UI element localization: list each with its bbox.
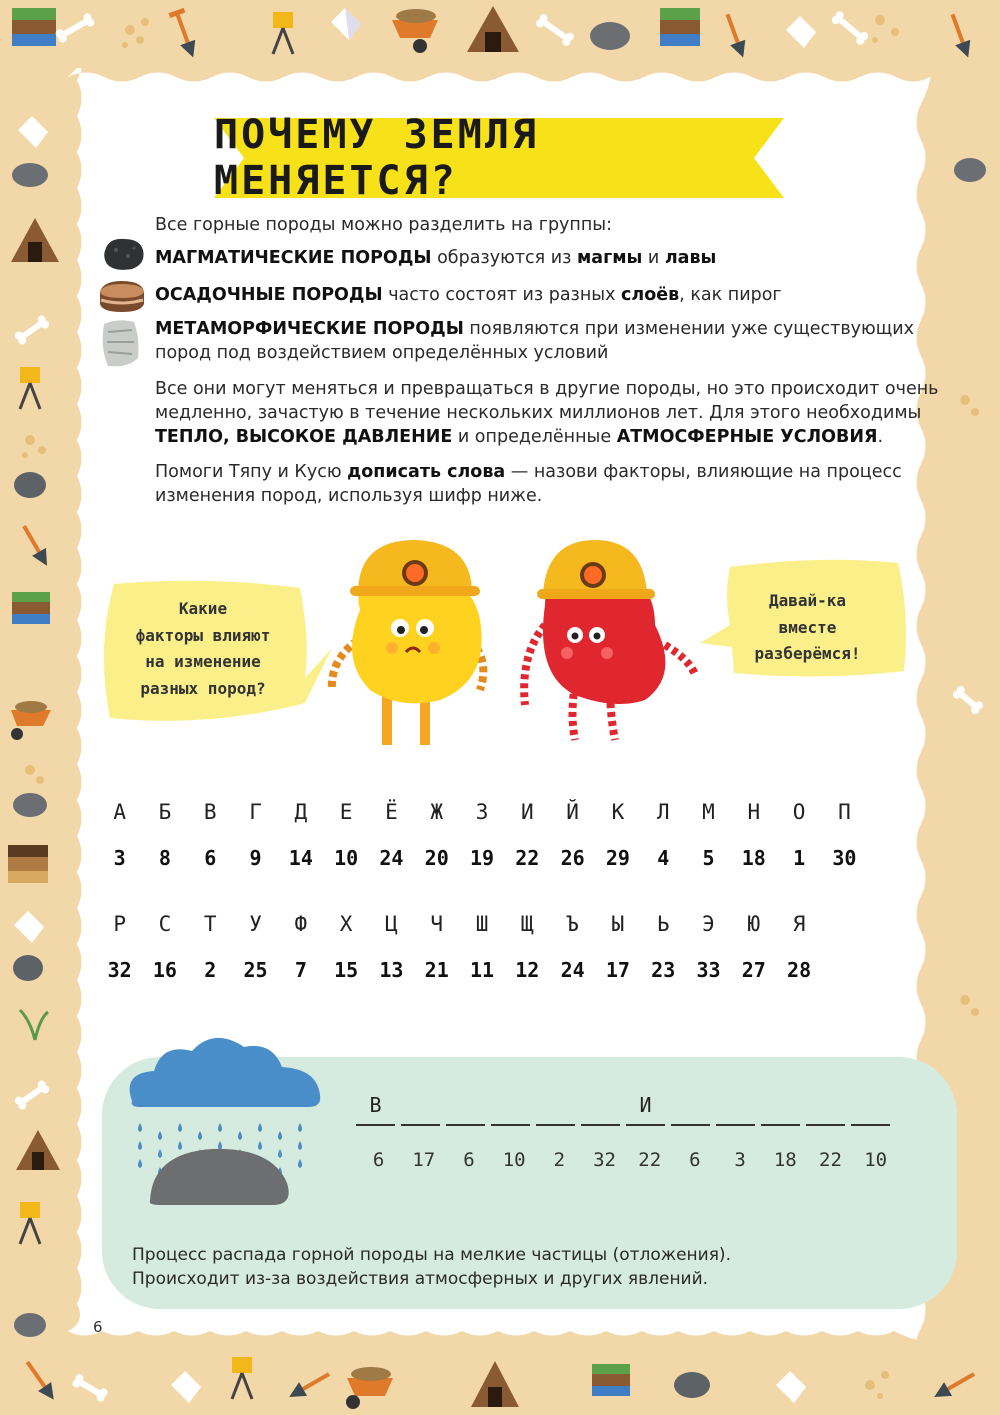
answer-slots — [356, 1090, 896, 1126]
stone-icon — [12, 163, 48, 187]
page-number: 6 — [93, 1318, 103, 1336]
cipher-number: 32 — [107, 958, 132, 982]
stone-icon — [954, 158, 986, 182]
shovel-icon — [930, 1367, 978, 1404]
cipher-number: 6 — [204, 846, 217, 870]
cipher-letter: Б — [158, 800, 172, 824]
sand-dots-icon — [960, 395, 979, 416]
cipher-letters-row-1 — [97, 800, 877, 824]
bone-icon — [535, 13, 576, 47]
cipher-letter: Ь — [656, 912, 670, 936]
cipher-number: 21 — [424, 958, 449, 982]
mine-icon — [16, 1130, 60, 1170]
cipher-number: 13 — [379, 958, 404, 982]
cipher-letter: Ц — [385, 912, 398, 936]
shovel-icon — [21, 1357, 60, 1404]
cipher-number: 20 — [424, 846, 449, 870]
sedimentary-rock-icon — [97, 278, 147, 314]
cipher-letter: И — [520, 800, 534, 824]
metamorphic-description: МЕТАМОРФИЧЕСКИЕ ПОРОДЫ появляются при изменении уже существующих пород под воздействием определённых условий — [155, 319, 914, 363]
soil-layers-icon — [12, 592, 50, 624]
rock-change-paragraph: Все они могут меняться и превращаться в другие породы, но это происходит очень медленно, зачастую в течение нескольких миллионов лет. Для этого необходимы ТЕПЛО, ВЫСОКОЕ ДАВЛЕНИЕ и определённые АТМОСФЕРНЫЕ УСЛОВИЯ. — [155, 379, 939, 447]
kus-red-character — [515, 535, 715, 745]
crystal-icon — [171, 1371, 201, 1403]
cipher-number: 17 — [605, 958, 630, 982]
shovel-icon — [945, 12, 976, 61]
answer-slot[interactable] — [581, 1090, 620, 1126]
rain-drop — [138, 1159, 142, 1168]
rain-cloud-icon — [122, 1033, 327, 1213]
cipher-letter: Г — [249, 800, 262, 824]
answer-code: 32 — [593, 1149, 616, 1171]
cipher-number: 2 — [204, 958, 217, 982]
cipher-letter: С — [158, 912, 172, 936]
crystal-icon — [786, 16, 816, 48]
cipher-letter: Ж — [430, 800, 444, 824]
soil-layers-icon — [8, 845, 48, 883]
rain-drop — [218, 1123, 222, 1132]
answer-code: 2 — [553, 1149, 566, 1171]
bone-icon — [13, 314, 51, 346]
cipher-letter: Д — [294, 800, 308, 824]
bone-icon — [13, 1079, 51, 1111]
rain-drop — [278, 1131, 282, 1140]
theodolite-icon — [232, 1357, 252, 1399]
crystal-icon — [331, 8, 361, 40]
cipher-letter: Й — [566, 800, 579, 824]
wheelbarrow-icon — [346, 1367, 393, 1409]
cipher-letter: Ю — [747, 912, 761, 936]
answer-code: 10 — [502, 1149, 526, 1171]
cipher-letter: К — [611, 800, 625, 824]
shovel-icon — [285, 1367, 333, 1404]
cipher-number: 15 — [334, 958, 359, 982]
sand-dots-icon — [960, 995, 979, 1016]
answer-slot[interactable] — [761, 1090, 800, 1126]
rain-drop — [258, 1123, 262, 1132]
cipher-number: 27 — [741, 958, 766, 982]
cipher-letters-row-2 — [97, 912, 877, 936]
cipher-number: 23 — [651, 958, 676, 982]
cipher-number: 8 — [158, 846, 171, 870]
cipher-number: 29 — [605, 846, 630, 870]
bone-icon — [951, 684, 985, 715]
cipher-letter: Ё — [385, 800, 398, 824]
stone-icon — [13, 955, 43, 981]
sand-dots-icon — [22, 435, 46, 458]
cipher-letter: Я — [792, 912, 806, 936]
cipher-numbers-row-1 — [97, 846, 877, 870]
intro-text: Все горные породы можно разделить на группы: — [155, 215, 612, 235]
mine-icon — [467, 6, 519, 52]
theodolite-icon — [20, 367, 40, 409]
cipher-letter: Е — [339, 800, 353, 824]
rain-drop — [298, 1123, 302, 1132]
cipher-number: 3 — [113, 846, 126, 870]
stone-icon — [14, 472, 46, 498]
theodolite-icon — [273, 12, 293, 54]
rain-drop — [138, 1123, 142, 1132]
page-title: ПОЧЕМУ ЗЕМЛЯ МЕНЯЕТСЯ? — [214, 112, 539, 204]
answer-code: 17 — [412, 1149, 436, 1171]
cipher-letter: Р — [113, 912, 126, 936]
tyap-yellow-character — [320, 540, 500, 750]
cipher-letter: Н — [747, 800, 761, 824]
answer-slot[interactable] — [401, 1090, 440, 1126]
cipher-letter: А — [113, 800, 126, 824]
rain-drop — [238, 1131, 242, 1140]
bone-icon — [830, 10, 870, 46]
cipher-number: 18 — [741, 846, 766, 870]
answer-code: 6 — [463, 1149, 475, 1171]
sand-dots-icon — [25, 765, 44, 784]
shovel-icon — [720, 12, 751, 61]
sedimentary-description: ОСАДОЧНЫЕ ПОРОДЫ часто состоят из разных слоёв, как пирог — [155, 285, 782, 305]
crystal-icon — [14, 911, 44, 943]
sand-dots-icon — [865, 1371, 889, 1399]
cipher-number: 9 — [249, 846, 262, 870]
cipher-number: 4 — [657, 846, 670, 870]
mine-icon — [471, 1361, 519, 1407]
cipher-letter: Л — [656, 800, 670, 824]
wheelbarrow-icon — [11, 701, 51, 740]
cipher-number: 24 — [379, 846, 404, 870]
mine-icon — [11, 218, 59, 262]
cipher-letter: Э — [702, 912, 715, 936]
cipher-number: 26 — [560, 846, 585, 870]
metamorphic-rock-icon — [98, 318, 142, 370]
answer-codes — [356, 1149, 898, 1171]
rain-drop — [178, 1123, 182, 1132]
cipher-letter: Щ — [520, 912, 534, 936]
cipher-number: 24 — [560, 958, 585, 982]
cipher-number: 22 — [515, 846, 540, 870]
soil-layers-icon — [660, 8, 700, 46]
answer-code: 6 — [689, 1149, 701, 1171]
answer-slot[interactable] — [536, 1090, 575, 1126]
rain-drop — [198, 1131, 202, 1140]
soil-layers-icon — [592, 1364, 630, 1396]
crystal-icon — [776, 1371, 806, 1403]
cipher-letter: Ф — [294, 912, 308, 936]
answer-code: 10 — [864, 1149, 888, 1171]
cipher-number: 5 — [702, 846, 715, 870]
cipher-number: 28 — [787, 958, 812, 982]
rain-drop — [178, 1141, 182, 1150]
shovel-icon — [17, 522, 54, 570]
puzzle-hint: Процесс распада горной породы на мелкие частицы (отложения). Происходит из-за воздействия атмосферных и других явлений. — [132, 1245, 731, 1289]
answer-slot[interactable] — [491, 1090, 530, 1126]
crystal-icon — [18, 116, 48, 148]
cipher-letter: П — [838, 800, 851, 824]
cipher-letter: З — [475, 800, 489, 824]
right-bubble-text: Давай-ка вместе разберёмся! — [754, 591, 861, 663]
cipher-numbers-row-2 — [97, 958, 877, 982]
cipher-letter: Ш — [475, 912, 489, 936]
bone-icon — [71, 1373, 109, 1403]
cipher-number: 16 — [152, 958, 177, 982]
answer-code: 6 — [372, 1149, 385, 1171]
answer-slot[interactable]: И — [626, 1090, 665, 1126]
left-bubble-text: Какие факторы влияют на изменение разных пород? — [135, 599, 271, 698]
cipher-letter: Х — [339, 912, 353, 936]
cipher-letter: В — [203, 800, 217, 824]
rain-drop — [298, 1141, 302, 1150]
sand-dots-icon — [122, 18, 149, 48]
shovel-icon — [169, 8, 201, 60]
magmatic-description: МАГМАТИЧЕСКИЕ ПОРОДЫ образуются из магмы и лавы — [155, 248, 717, 268]
cipher-number: 11 — [469, 958, 495, 982]
answer-code: 22 — [638, 1149, 662, 1171]
answer-slot[interactable] — [806, 1090, 845, 1126]
theodolite-icon — [20, 1202, 40, 1244]
cipher-letter: О — [792, 800, 806, 824]
answer-slot[interactable] — [671, 1090, 710, 1126]
sand-dots-icon — [872, 15, 899, 43]
cipher-letter: М — [702, 800, 715, 824]
answer-code: 3 — [734, 1149, 746, 1171]
wheelbarrow-icon — [392, 9, 438, 53]
cipher-letter: У — [249, 912, 262, 936]
answer-slot[interactable] — [851, 1090, 890, 1126]
stone-icon — [590, 22, 630, 50]
rain-drop — [218, 1141, 222, 1150]
cipher-number: 14 — [288, 846, 313, 870]
rain-drop — [258, 1141, 262, 1150]
stone-icon — [14, 1313, 46, 1337]
cipher-number: 33 — [696, 958, 721, 982]
answer-code: 18 — [773, 1149, 797, 1171]
plant-icon — [20, 1010, 48, 1040]
task-text: Помоги Тяпу и Кусю дописать слова — назови факторы, влияющие на процесс изменения пород, используя шифр ниже. — [155, 462, 902, 506]
bone-icon — [54, 12, 96, 44]
cipher-number: 19 — [469, 846, 495, 870]
cipher-number: 1 — [793, 846, 806, 870]
rain-drop — [298, 1159, 302, 1168]
rain-drop — [158, 1149, 162, 1158]
cipher-number: 12 — [515, 958, 540, 982]
answer-code: 22 — [819, 1149, 842, 1171]
rain-drop — [278, 1149, 282, 1158]
stone-icon — [13, 793, 47, 817]
rain-drop — [158, 1131, 162, 1140]
cipher-letter: Ы — [611, 912, 625, 936]
answer-slot[interactable]: В — [356, 1090, 395, 1126]
soil-layers-icon — [12, 8, 56, 46]
answer-slot[interactable] — [446, 1090, 485, 1126]
magmatic-rock-icon — [102, 236, 146, 272]
rain-drop — [138, 1141, 142, 1150]
cipher-number: 7 — [294, 958, 307, 982]
cipher-letter: Ч — [430, 912, 444, 936]
cipher-letter: Ъ — [566, 912, 579, 936]
stone-icon — [674, 1372, 710, 1398]
cipher-letter: Т — [203, 912, 217, 936]
cipher-number: 10 — [334, 846, 359, 870]
answer-slot[interactable] — [716, 1090, 755, 1126]
cipher-number: 25 — [243, 958, 268, 982]
cipher-number: 30 — [832, 846, 857, 870]
